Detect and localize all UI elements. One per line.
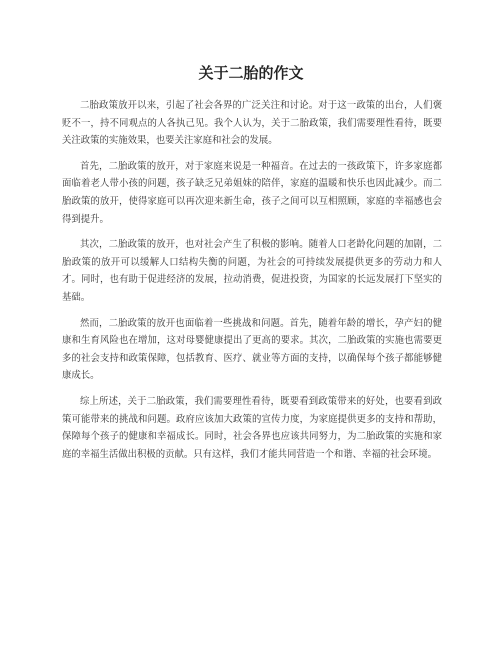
paragraph-1: 二胎政策放开以来，引起了社会各界的广泛关注和讨论。对于这一政策的出台，人们褒贬不一，持不同观点的人各执己见。我个人认为，关于二胎政策，我们需要理性看待，既要关注政策的实施效果，也要关注家庭和社会的发展。 (62, 100, 442, 147)
paragraph-3: 其次，二胎政策的放开，也对社会产生了积极的影响。随着人口老龄化问题的加剧，二胎政策的放开可以缓解人口结构失衡的问题，为社会的可持续发展提供更多的劳动力和人才。同时，也有助于促进经济的发展，拉动消费，促进投资，为国家的长远发展打下坚实的基础。 (62, 239, 442, 303)
paragraph-5: 综上所述，关于二胎政策，我们需要理性看待，既要看到政策带来的好处，也要看到政策可能带来的挑战和问题。政府应该加大政策的宣传力度，为家庭提供更多的支持和帮助，保障每个孩子的健康和幸福成长。同时，社会各界也应该共同努力，为二胎政策的实施和家庭的幸福生活做出积极的贡献。只有这样，我们才能共同营造一个和谐、幸福的社会环境。 (62, 395, 442, 460)
paragraph-2: 首先，二胎政策的放开，对于家庭来说是一种福音。在过去的一孩政策下，许多家庭都面临着老人带小孩的问题，孩子缺乏兄弟姐妹的陪伴，家庭的温暖和快乐也因此减少。而二胎政策的放开，使得家庭可以再次迎来新生命，孩子之间可以互相照顾，家庭的幸福感也会得到提升。 (62, 160, 442, 225)
document-title: 关于二胎的作文 (198, 64, 304, 82)
document-body (62, 97, 442, 471)
paragraph-4: 然而，二胎政策的放开也面临着一些挑战和问题。首先，随着年龄的增长，孕产妇的健康和生育风险也在增加，这对母婴健康提出了更高的要求。其次，二胎政策的实施也需要更多的社会支持和政策保障，包括教育、医疗、就业等方面的支持，以确保每个孩子都能够健康成长。 (62, 317, 442, 382)
